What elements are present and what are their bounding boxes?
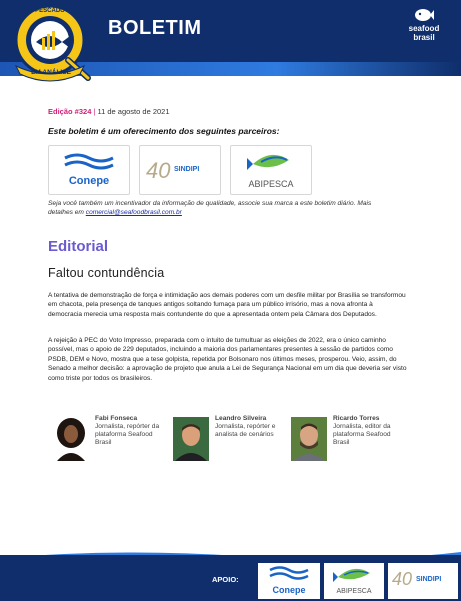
author-name: Fabi Fonseca xyxy=(95,415,138,422)
avatar-icon xyxy=(173,417,209,461)
author-name: Leandro Silveira xyxy=(215,415,267,422)
logo-bottom-text: EM ANÁLISE xyxy=(31,69,71,76)
logo-top-text: PESCADO xyxy=(35,8,65,14)
author-photo xyxy=(173,417,209,461)
partner-conepe[interactable] xyxy=(48,145,130,195)
seafood-brasil-logo xyxy=(401,7,447,42)
partner-sindipi-label: SINDIPI xyxy=(174,166,200,173)
authors-row xyxy=(48,415,418,475)
footer-conepe-label: Conepe xyxy=(272,585,306,595)
partner-conepe-label: Conepe xyxy=(68,175,110,187)
edition-date: 11 de agosto de 2021 xyxy=(97,107,170,116)
edition-line xyxy=(48,107,170,116)
fish-icon xyxy=(414,7,434,23)
incentive-note xyxy=(48,199,378,217)
brand-line2: brasil xyxy=(413,33,435,42)
partner-abipesca-label: ABIPESCA xyxy=(248,179,294,189)
page-title: BOLETIM xyxy=(108,17,202,39)
conepe-wave-icon xyxy=(258,563,320,585)
avatar-icon xyxy=(291,417,327,461)
partner-sindipi-badge: 40 xyxy=(146,158,171,183)
footer-sindipi-badge: 40 xyxy=(392,569,413,589)
apoio-label: APOIO: xyxy=(212,575,239,584)
footer-sponsor-sindipi[interactable] xyxy=(388,563,458,599)
avatar-icon xyxy=(53,417,89,461)
brand-line1: seafood xyxy=(408,24,440,33)
footer-sponsor-abipesca[interactable] xyxy=(324,563,384,599)
author-name: Ricardo Torres xyxy=(333,415,380,422)
author-role: Jornalista, repórter e analista de cenários xyxy=(215,423,276,438)
article-paragraph-2: A rejeição à PEC do Voto Impresso, preparada com o intuito de tumultuar as eleições de 2022, era o único caminho possível, mas o apoio de 229 deputados, incluindo a maioria dos parlamentares presentes à sessão de partidos como PSDB, DEM e Novo, mostra que a tese golpista, repetida por Bolsonaro nos últimos meses, prosperou. Veio, assim, do Senado a melhor decisão: a aprovação de projeto que anula a Lei de Segurança Nacional em um dia que deveria ser visto como triste por todos os brasileiros. xyxy=(48,337,407,382)
author-card xyxy=(168,415,288,471)
incentive-text: Seja você também um incentivador da informação de qualidade, associe sua marca a este boletim diário. Mais detalhes em xyxy=(48,200,372,216)
section-title: Editorial xyxy=(48,238,109,255)
sponsor-intro: Este boletim é um oferecimento dos seguintes parceiros: xyxy=(48,126,280,136)
footer-sponsor-conepe[interactable] xyxy=(258,563,320,599)
article-paragraph-1: A tentativa de demonstração de força e intimidação aos demais poderes com um desfile militar por Brasília se transformou em chacota, pela presença de tanques antigos soltando fumaça para um público irrisório, mas a nova afronta à democracia merecia uma resposta mais contundente do que a apresentada ontem pela Câmara dos Deputados. xyxy=(48,292,406,318)
partner-abipesca[interactable] xyxy=(230,145,312,195)
article-headline: Faltou contundência xyxy=(48,266,165,280)
author-card xyxy=(286,415,406,471)
edition-separator: | xyxy=(93,107,96,116)
footer-sindipi-label: SINDIPI xyxy=(416,576,442,583)
edition-number: Edição #324 xyxy=(48,107,92,116)
author-photo xyxy=(53,417,89,461)
author-role: Jornalista, repórter da plataforma Seafood Brasil xyxy=(95,423,160,446)
commercial-email-link[interactable]: comercial@seafoodbrasil.com.br xyxy=(85,209,182,216)
author-role: Jornalista, editor da plataforma Seafood Brasil xyxy=(333,423,391,446)
footer-abipesca-label: ABIPESCA xyxy=(336,588,372,595)
abipesca-fish-icon xyxy=(324,563,384,587)
author-photo xyxy=(291,417,327,461)
abipesca-fish-icon xyxy=(231,146,311,178)
author-card xyxy=(48,415,168,471)
partner-sindipi[interactable] xyxy=(139,145,221,195)
partner-logos xyxy=(48,145,312,197)
pescado-em-analise-logo xyxy=(6,2,102,86)
